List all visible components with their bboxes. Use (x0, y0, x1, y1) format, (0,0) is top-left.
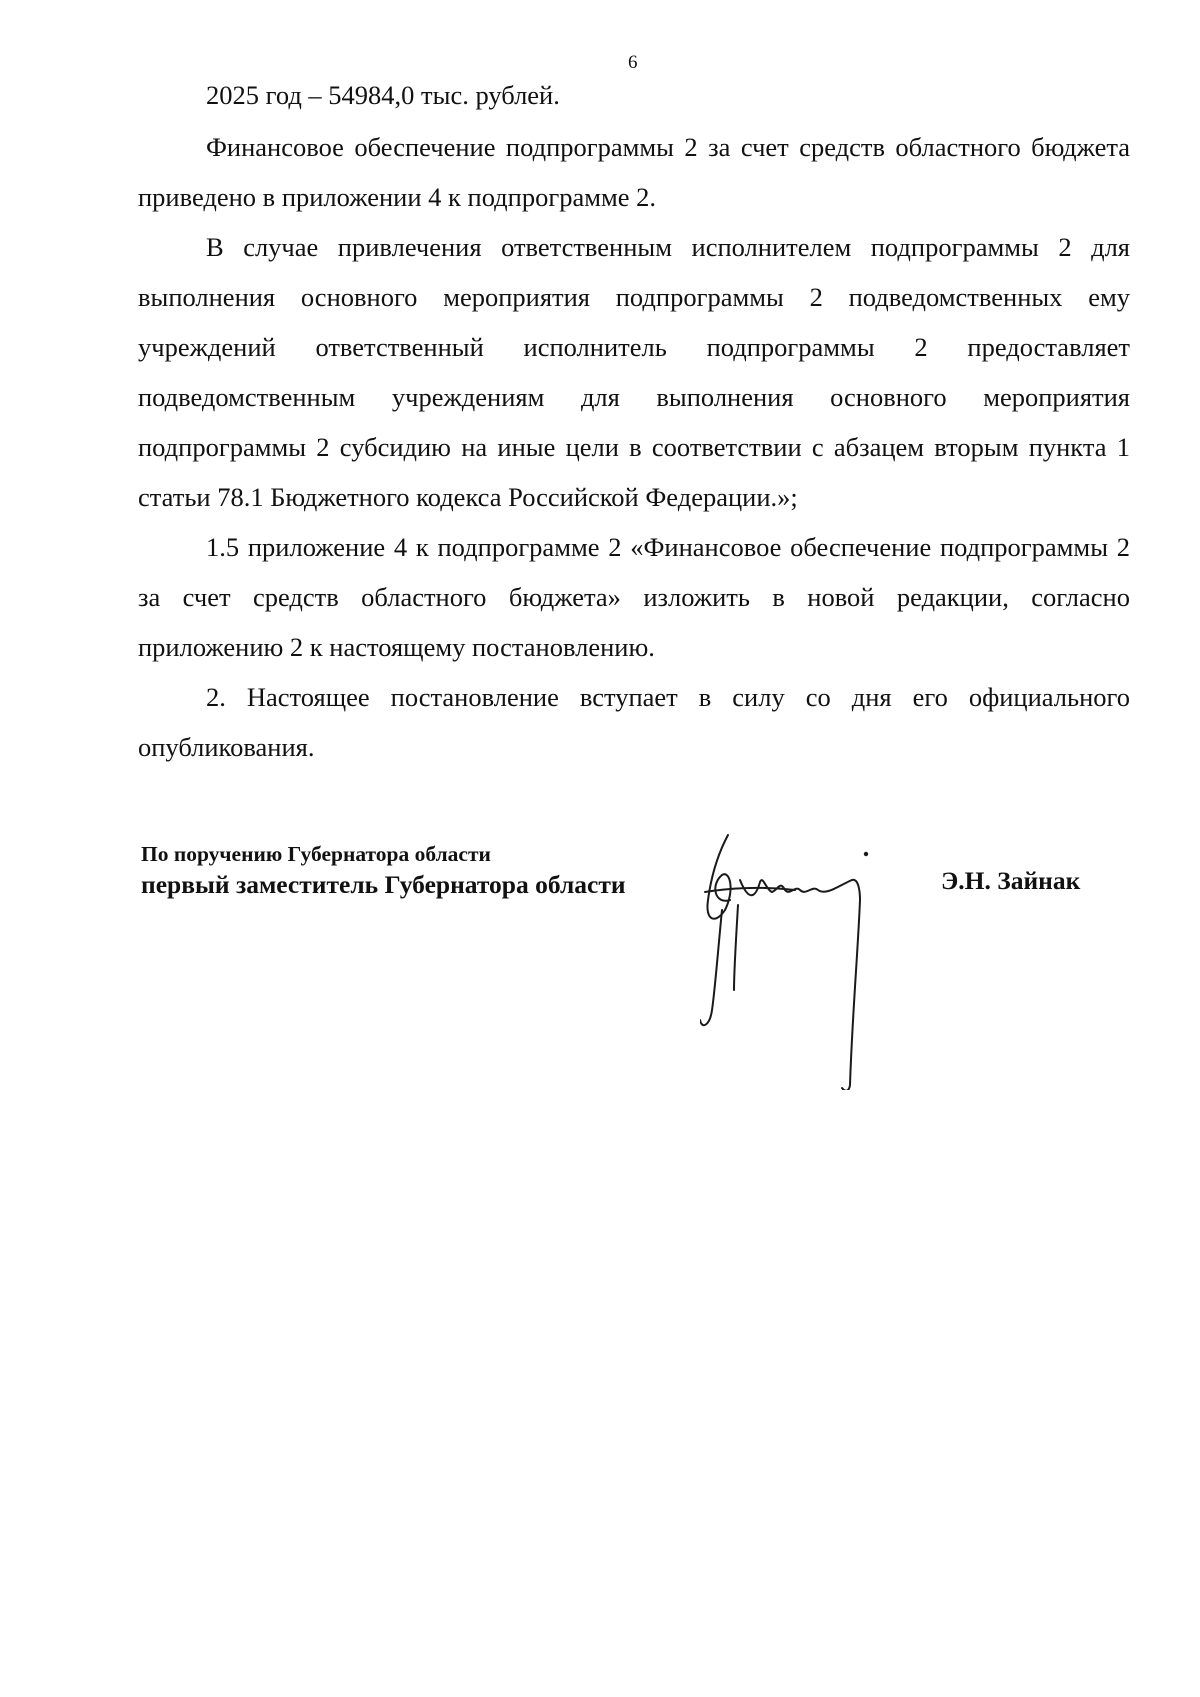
paragraph-financing: Финансовое обеспечение подпрограммы 2 за счет средств областного бюджета приведено в приложении 4 к подпрограмме 2. (138, 132, 1130, 212)
signature-authority-line: По поручению Губернатора области (141, 842, 491, 866)
signature-block (141, 840, 626, 902)
paragraph-budget-2025: 2025 год – 54984,0 тыс. рублей. (206, 80, 560, 110)
page-number: 6 (628, 52, 638, 73)
handwritten-signature (700, 830, 920, 1090)
paragraph-effective-date: 2. Настоящее постановление вступает в силу со дня его официального опубликования. (138, 682, 1130, 762)
signature-position-line: первый заместитель Губернатора области (141, 870, 626, 899)
document-body (138, 70, 1130, 772)
paragraph-appendix-4: 1.5 приложение 4 к подпрограмме 2 «Финансовое обеспечение подпрограммы 2 за счет средств областного бюджета» изложить в новой редакции, согласно приложению 2 к настоящему постановлению. (138, 532, 1130, 662)
paragraph-subsidy: В случае привлечения ответственным исполнителем подпрограммы 2 для выполнения основного мероприятия подпрограммы 2 подведомственных ему учреждений ответственный исполнитель подпрограммы 2 предоставляет подведомственным учреждениям для выполнения основного мероприятия подпрограммы 2 субсидию на иные цели в соответствии с абзацем вторым пункта 1 статьи 78.1 Бюджетного кодекса Российской Федерации.»; (138, 232, 1130, 512)
signer-name: Э.Н. Зайнак (941, 866, 1081, 895)
